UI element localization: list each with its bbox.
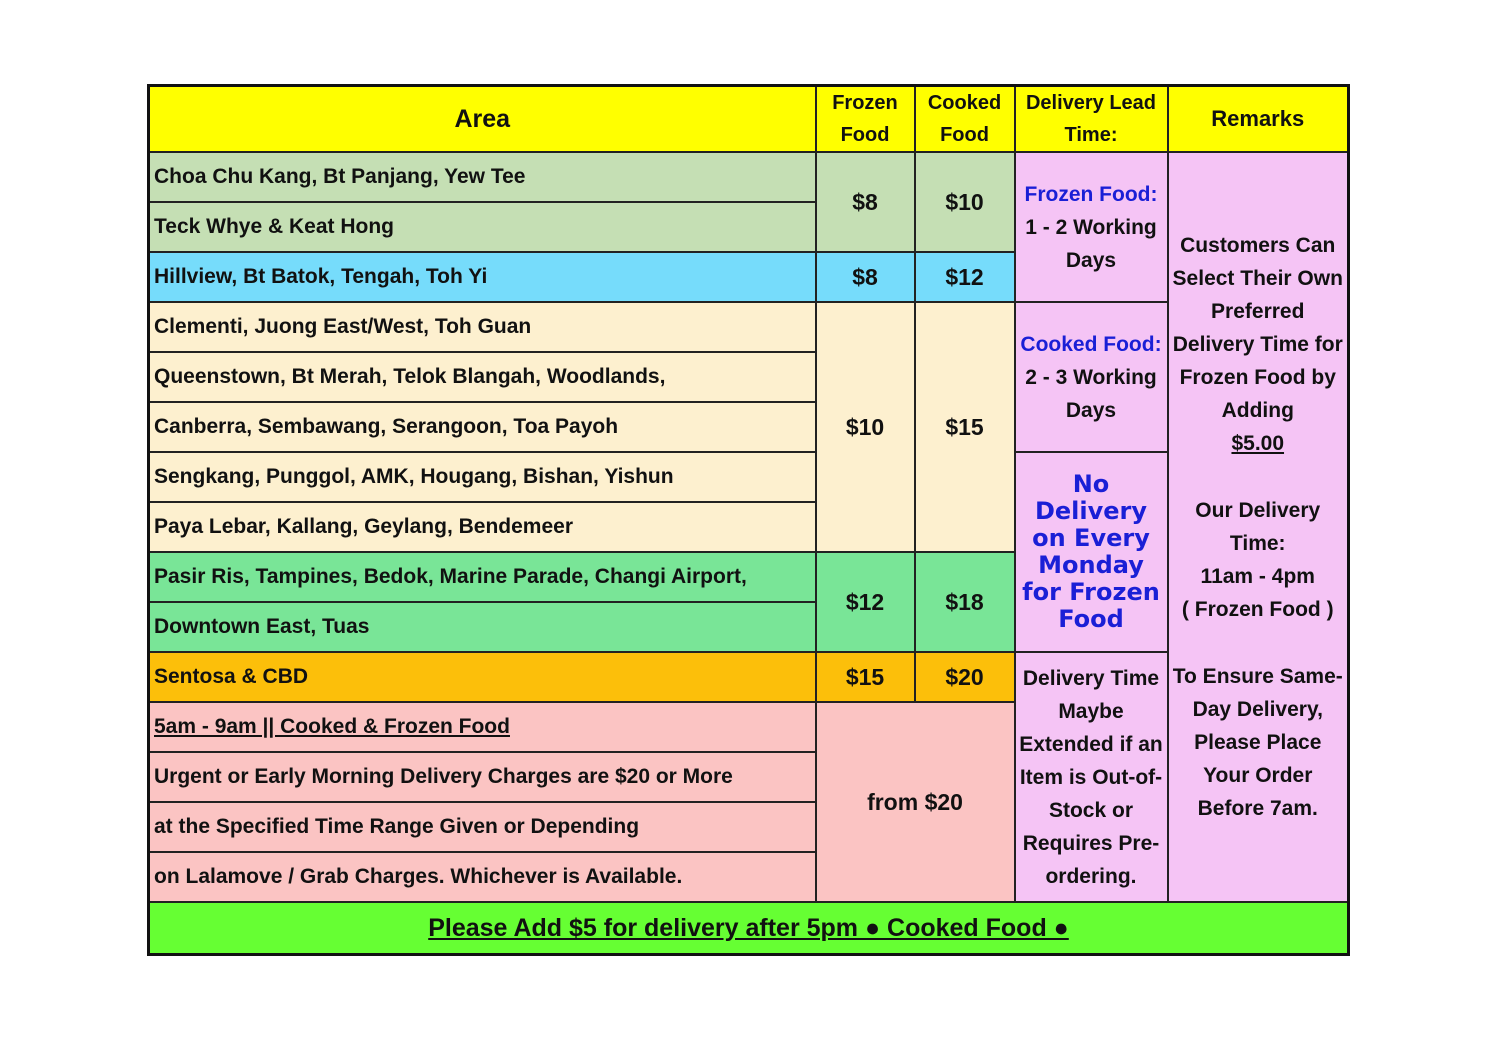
lead-frozen	[1015, 152, 1168, 302]
footer-note	[149, 902, 1349, 955]
no-delivery-monday-note: No Delivery on Every Monday for Frozen Food	[1015, 452, 1168, 652]
header-cooked-food: Cooked Food	[915, 86, 1015, 153]
area-row: Paya Lebar, Kallang, Geylang, Bendemeer	[149, 502, 816, 552]
lead-cooked-label: Cooked Food:	[1020, 332, 1162, 356]
lead-frozen-days: 1 - 2 Working Days	[1025, 215, 1157, 272]
area-row: Choa Chu Kang, Bt Panjang, Yew Tee	[149, 152, 816, 202]
delivery-fee-table	[147, 84, 1350, 956]
price-urgent: from $20	[816, 702, 1015, 902]
price-cooked: $20	[915, 652, 1015, 702]
area-row: Canberra, Sembawang, Serangoon, Toa Payoh	[149, 402, 816, 452]
area-row: on Lalamove / Grab Charges. Whichever is Available.	[149, 852, 816, 902]
remarks-time-note: ( Frozen Food )	[1181, 598, 1334, 621]
area-row: Pasir Ris, Tampines, Bedok, Marine Parade, Changi Airport,	[149, 552, 816, 602]
price-cooked: $18	[915, 552, 1015, 652]
remarks-select-time: Customers Can Select Their Own Preferred Delivery Time for Frozen Food by Adding	[1172, 234, 1343, 422]
remarks-time-range: 11am - 4pm	[1200, 565, 1315, 588]
lead-frozen-label: Frozen Food:	[1024, 182, 1158, 206]
footer-text: Please Add $5 for delivery after 5pm ● Cooked Food ●	[428, 913, 1069, 942]
remarks-same-day: To Ensure Same-Day Delivery, Please Place Your Order Before 7am.	[1172, 665, 1343, 820]
header-area: Area	[149, 86, 816, 153]
remarks-select-price: $5.00	[1231, 432, 1285, 455]
lead-extended-note: Delivery Time Maybe Extended if an Item is Out-of-Stock or Requires Pre-ordering.	[1015, 652, 1168, 902]
price-frozen: $8	[816, 252, 915, 302]
price-frozen: $12	[816, 552, 915, 652]
remarks-time-label: Our Delivery Time:	[1195, 499, 1321, 555]
header-delivery-lead-time: Delivery Lead Time:	[1015, 86, 1168, 153]
area-row: Queenstown, Bt Merah, Telok Blangah, Woodlands,	[149, 352, 816, 402]
lead-cooked-days: 2 - 3 Working Days	[1025, 365, 1157, 422]
area-row: Hillview, Bt Batok, Tengah, Toh Yi	[149, 252, 816, 302]
area-row: Downtown East, Tuas	[149, 602, 816, 652]
header-frozen-food: Frozen Food	[816, 86, 915, 153]
urgent-time-range: 5am - 9am || Cooked & Frozen Food	[149, 702, 816, 752]
area-row: Teck Whye & Keat Hong	[149, 202, 816, 252]
price-frozen: $10	[816, 302, 915, 552]
price-cooked: $12	[915, 252, 1015, 302]
price-frozen: $8	[816, 152, 915, 252]
remarks-cell	[1168, 152, 1349, 902]
area-row: Sengkang, Punggol, AMK, Hougang, Bishan, Yishun	[149, 452, 816, 502]
price-frozen: $15	[816, 652, 915, 702]
price-cooked: $15	[915, 302, 1015, 552]
lead-cooked	[1015, 302, 1168, 452]
area-row: at the Specified Time Range Given or Depending	[149, 802, 816, 852]
area-row: Sentosa & CBD	[149, 652, 816, 702]
area-row: Urgent or Early Morning Delivery Charges are $20 or More	[149, 752, 816, 802]
price-cooked: $10	[915, 152, 1015, 252]
header-remarks: Remarks	[1168, 86, 1349, 153]
area-row: Clementi, Juong East/West, Toh Guan	[149, 302, 816, 352]
